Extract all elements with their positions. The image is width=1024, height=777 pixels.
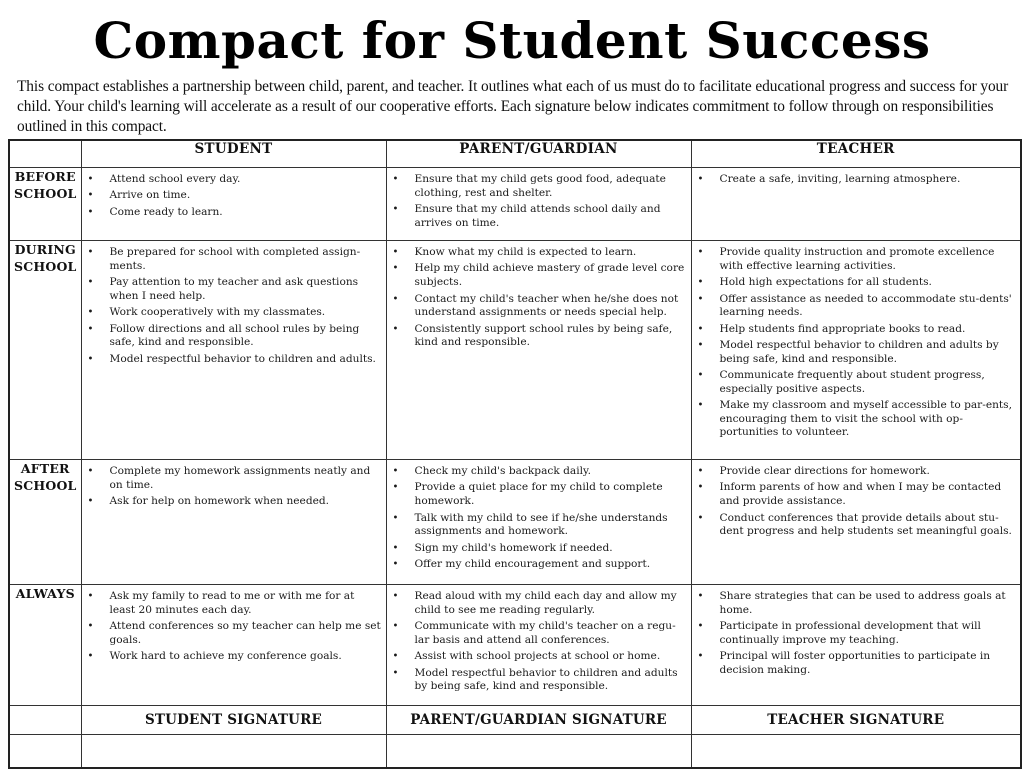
bullet-icon: •	[697, 340, 704, 352]
row-during-school	[9, 241, 1021, 460]
bullet-icon: •	[87, 323, 94, 335]
list-item-text: Create a safe, inviting, learning atmosphere.	[719, 173, 961, 185]
list-item	[393, 246, 687, 260]
document-title: Compact for Student Success	[93, 11, 931, 70]
list-item-text: Offer assistance as needed to accommodate stu-dents' learning needs.	[719, 292, 1012, 319]
list-item-text: Consistently support school rules by being safe, kind and responsible.	[414, 322, 673, 349]
compact-table	[8, 139, 1022, 769]
student-signature-label: STUDENT SIGNATURE	[81, 706, 386, 735]
parent-signature-label: PARENT/GUARDIAN SIGNATURE	[386, 706, 691, 735]
teacher-signature-label: TEACHER SIGNATURE	[691, 706, 1021, 735]
student-list	[82, 460, 386, 516]
row-label-always	[9, 585, 81, 706]
intro-paragraph: This compact establishes a partnership between child, parent, and teacher. It outlines what each of us must do to facilitate educational progress and success for your child. Your child's learning will accelerate as a result of our cooperative efforts. Each signature below indicates commitment to follow through on responsibilities outlined in this compact.	[17, 78, 1009, 135]
row-label-line1: ALWAYS	[15, 586, 75, 601]
bullet-icon: •	[87, 307, 94, 319]
bullet-icon: •	[392, 651, 399, 663]
cell-teacher	[691, 460, 1021, 585]
bullet-icon: •	[392, 293, 399, 305]
row-label-line1: DURING	[14, 242, 76, 257]
list-item	[88, 276, 382, 303]
signature-line-row	[9, 735, 1021, 769]
list-item	[88, 323, 382, 350]
student-signature-field[interactable]	[81, 735, 386, 769]
teacher-list	[692, 585, 1021, 684]
list-item-text: Come ready to learn.	[109, 205, 223, 218]
list-item-text: Sign my child's homework if needed.	[414, 541, 613, 554]
list-item-text: Work cooperatively with my classmates.	[109, 306, 326, 319]
list-item-text: Offer my child encouragement and support.	[414, 558, 651, 571]
list-item-text: Participate in professional development that will continually improve my teaching.	[719, 620, 981, 646]
cell-parent	[386, 460, 691, 585]
list-item	[698, 246, 1017, 273]
list-item	[698, 590, 1017, 617]
parent-list	[387, 585, 691, 701]
bullet-icon: •	[392, 263, 399, 275]
row-after-school	[9, 460, 1021, 585]
list-item-text: Read aloud with my child each day and allow my child to see me reading regularly.	[414, 590, 677, 616]
bullet-icon: •	[697, 323, 704, 335]
list-item	[88, 465, 382, 492]
bullet-icon: •	[87, 651, 94, 663]
bullet-icon: •	[392, 667, 399, 679]
bullet-icon: •	[87, 247, 94, 258]
bullet-icon: •	[87, 277, 94, 289]
list-item	[88, 650, 382, 664]
bullet-icon: •	[392, 323, 399, 335]
list-item-text: Work hard to achieve my conference goals.	[109, 650, 342, 663]
list-item	[393, 173, 687, 200]
bullet-icon: •	[392, 247, 399, 258]
bullet-icon: •	[697, 247, 704, 258]
list-item	[88, 353, 382, 367]
list-item	[88, 590, 382, 617]
list-item	[698, 369, 1017, 396]
list-item	[393, 203, 687, 230]
list-item	[88, 246, 382, 273]
list-item-text: Hold high expectations for all students.	[719, 276, 932, 289]
cell-student	[81, 460, 386, 585]
row-always	[9, 585, 1021, 706]
list-item-text: Principal will foster opportunities to participate in decision making.	[719, 650, 991, 676]
list-item-text: Provide a quiet place for my child to complete homework.	[414, 481, 663, 508]
list-item-text: Help students find appropriate books to read.	[719, 322, 966, 335]
list-item-text: Check my child's backpack daily.	[414, 465, 591, 477]
bullet-icon: •	[392, 204, 399, 216]
list-item-text: Pay attention to my teacher and ask questions when I need help.	[109, 276, 359, 302]
list-item-text: Follow directions and all school rules by being safe, kind and responsible.	[109, 322, 360, 349]
bullet-icon: •	[392, 542, 399, 554]
bullet-icon: •	[697, 293, 704, 305]
signature-blank-corner	[9, 735, 81, 769]
bullet-icon: •	[87, 206, 94, 218]
list-item	[393, 620, 687, 647]
list-item-text: Model respectful behavior to children and adults.	[109, 352, 376, 365]
list-item-text: Attend school every day.	[109, 173, 241, 185]
cell-teacher	[691, 585, 1021, 706]
list-item	[698, 650, 1017, 677]
column-header-parent: PARENT/GUARDIAN	[386, 140, 691, 168]
list-item-text: Share strategies that can be used to address goals at home.	[719, 590, 1006, 616]
list-item	[393, 481, 687, 508]
list-item-text: Conduct conferences that provide details about stu-dent progress and help students set meaningful goals.	[719, 511, 1012, 538]
list-item	[393, 512, 687, 539]
list-item-text: Contact my child's teacher when he/she does not understand assignments or needs special help.	[414, 292, 679, 319]
bullet-icon: •	[697, 466, 704, 477]
signature-corner-cell	[9, 706, 81, 735]
bullet-icon: •	[697, 400, 704, 412]
bullet-icon: •	[697, 651, 704, 663]
parent-list	[387, 241, 691, 357]
bullet-icon: •	[87, 174, 94, 185]
bullet-icon: •	[87, 621, 94, 633]
bullet-icon: •	[392, 466, 399, 477]
cell-student	[81, 241, 386, 460]
bullet-icon: •	[87, 190, 94, 202]
bullet-icon: •	[697, 621, 704, 633]
bullet-icon: •	[697, 591, 704, 602]
signature-header-row	[9, 706, 1021, 735]
list-item	[88, 206, 382, 220]
teacher-list	[692, 241, 1021, 447]
teacher-list	[692, 460, 1021, 546]
list-item-text: Talk with my child to see if he/she understands assignments and homework.	[414, 511, 668, 538]
parent-list	[387, 460, 691, 579]
list-item	[698, 620, 1017, 647]
list-item	[393, 667, 687, 694]
bullet-icon: •	[392, 512, 399, 524]
list-item	[88, 173, 382, 187]
list-item-text: Make my classroom and myself accessible to par-ents, encouraging them to visit the school with op-portunities to volunteer.	[719, 399, 1012, 439]
list-item-text: Model respectful behavior to children and adults by being safe, kind and responsible.	[414, 666, 678, 693]
list-item-text: Ask for help on homework when needed.	[109, 495, 330, 508]
list-item	[393, 262, 687, 289]
list-item-text: Model respectful behavior to children and adults by being safe, kind and responsible.	[719, 339, 999, 365]
row-label-before-school	[9, 168, 81, 241]
list-item	[88, 306, 382, 320]
list-item-text: Know what my child is expected to learn.	[414, 246, 637, 258]
cell-parent	[386, 168, 691, 241]
bullet-icon: •	[697, 512, 704, 524]
list-item-text: Arrive on time.	[109, 189, 191, 202]
list-item	[393, 558, 687, 572]
list-item	[698, 465, 1017, 479]
list-item	[698, 481, 1017, 508]
list-item	[393, 465, 687, 479]
column-header-student: STUDENT	[81, 140, 386, 168]
list-item-text: Ensure that my child gets good food, adequate clothing, rest and shelter.	[414, 173, 666, 199]
list-item	[698, 339, 1017, 366]
header-row	[9, 140, 1021, 168]
list-item-text: Attend conferences so my teacher can help me set goals.	[109, 620, 381, 646]
teacher-signature-field[interactable]	[691, 735, 1021, 769]
bullet-icon: •	[697, 174, 704, 185]
list-item	[88, 620, 382, 647]
row-label-line2: SCHOOL	[13, 186, 77, 201]
list-item-text: Provide clear directions for homework.	[719, 465, 930, 477]
cell-student	[81, 168, 386, 241]
teacher-list	[692, 168, 1021, 193]
list-item-text: Ensure that my child attends school daily and arrives on time.	[414, 203, 661, 229]
bullet-icon: •	[392, 591, 399, 602]
list-item	[698, 399, 1017, 440]
list-item-text: Communicate with my child's teacher on a regu-lar basis and attend all conferences.	[414, 620, 676, 646]
cell-parent	[386, 241, 691, 460]
cell-parent	[386, 585, 691, 706]
row-label-line1: BEFORE	[14, 169, 76, 184]
bullet-icon: •	[87, 496, 94, 508]
student-list	[82, 168, 386, 226]
list-item-text: Provide quality instruction and promote excellence with effective learning activities.	[719, 246, 995, 272]
cell-student	[81, 585, 386, 706]
list-item	[698, 173, 1017, 187]
row-label-during-school	[9, 241, 81, 460]
list-item	[698, 276, 1017, 290]
bullet-icon: •	[87, 591, 94, 602]
row-label-line1: AFTER	[20, 461, 70, 476]
bullet-icon: •	[697, 277, 704, 289]
row-label-after-school	[9, 460, 81, 585]
student-list	[82, 585, 386, 671]
list-item	[393, 590, 687, 617]
list-item-text: Communicate frequently about student progress, especially positive aspects.	[719, 369, 985, 395]
bullet-icon: •	[392, 482, 399, 494]
list-item	[88, 495, 382, 509]
list-item	[393, 293, 687, 320]
bullet-icon: •	[697, 482, 704, 494]
list-item	[393, 323, 687, 350]
row-label-line2: SCHOOL	[13, 259, 77, 274]
bullet-icon: •	[392, 559, 399, 571]
parent-signature-field[interactable]	[386, 735, 691, 769]
column-header-teacher: TEACHER	[691, 140, 1021, 168]
cell-teacher	[691, 241, 1021, 460]
list-item	[393, 650, 687, 664]
cell-teacher	[691, 168, 1021, 241]
student-list	[82, 241, 386, 373]
list-item-text: Ask my family to read to me or with me for at least 20 minutes each day.	[109, 590, 355, 616]
list-item-text: Inform parents of how and when I may be contacted and provide assistance.	[719, 481, 1002, 508]
list-item-text: Complete my homework assignments neatly and on time.	[109, 465, 371, 491]
parent-list	[387, 168, 691, 237]
list-item-text: Be prepared for school with completed assign-ments.	[109, 246, 361, 272]
list-item	[698, 293, 1017, 320]
list-item	[393, 542, 687, 556]
row-before-school	[9, 168, 1021, 241]
bullet-icon: •	[87, 466, 94, 477]
list-item	[698, 323, 1017, 337]
bullet-icon: •	[87, 353, 94, 365]
list-item-text: Help my child achieve mastery of grade level core subjects.	[414, 262, 685, 289]
row-label-line2: SCHOOL	[13, 478, 77, 493]
bullet-icon: •	[697, 370, 704, 382]
list-item	[698, 512, 1017, 539]
bullet-icon: •	[392, 174, 399, 185]
corner-cell	[9, 140, 81, 168]
list-item-text: Assist with school projects at school or home.	[414, 650, 661, 663]
list-item	[88, 189, 382, 203]
bullet-icon: •	[392, 621, 399, 633]
